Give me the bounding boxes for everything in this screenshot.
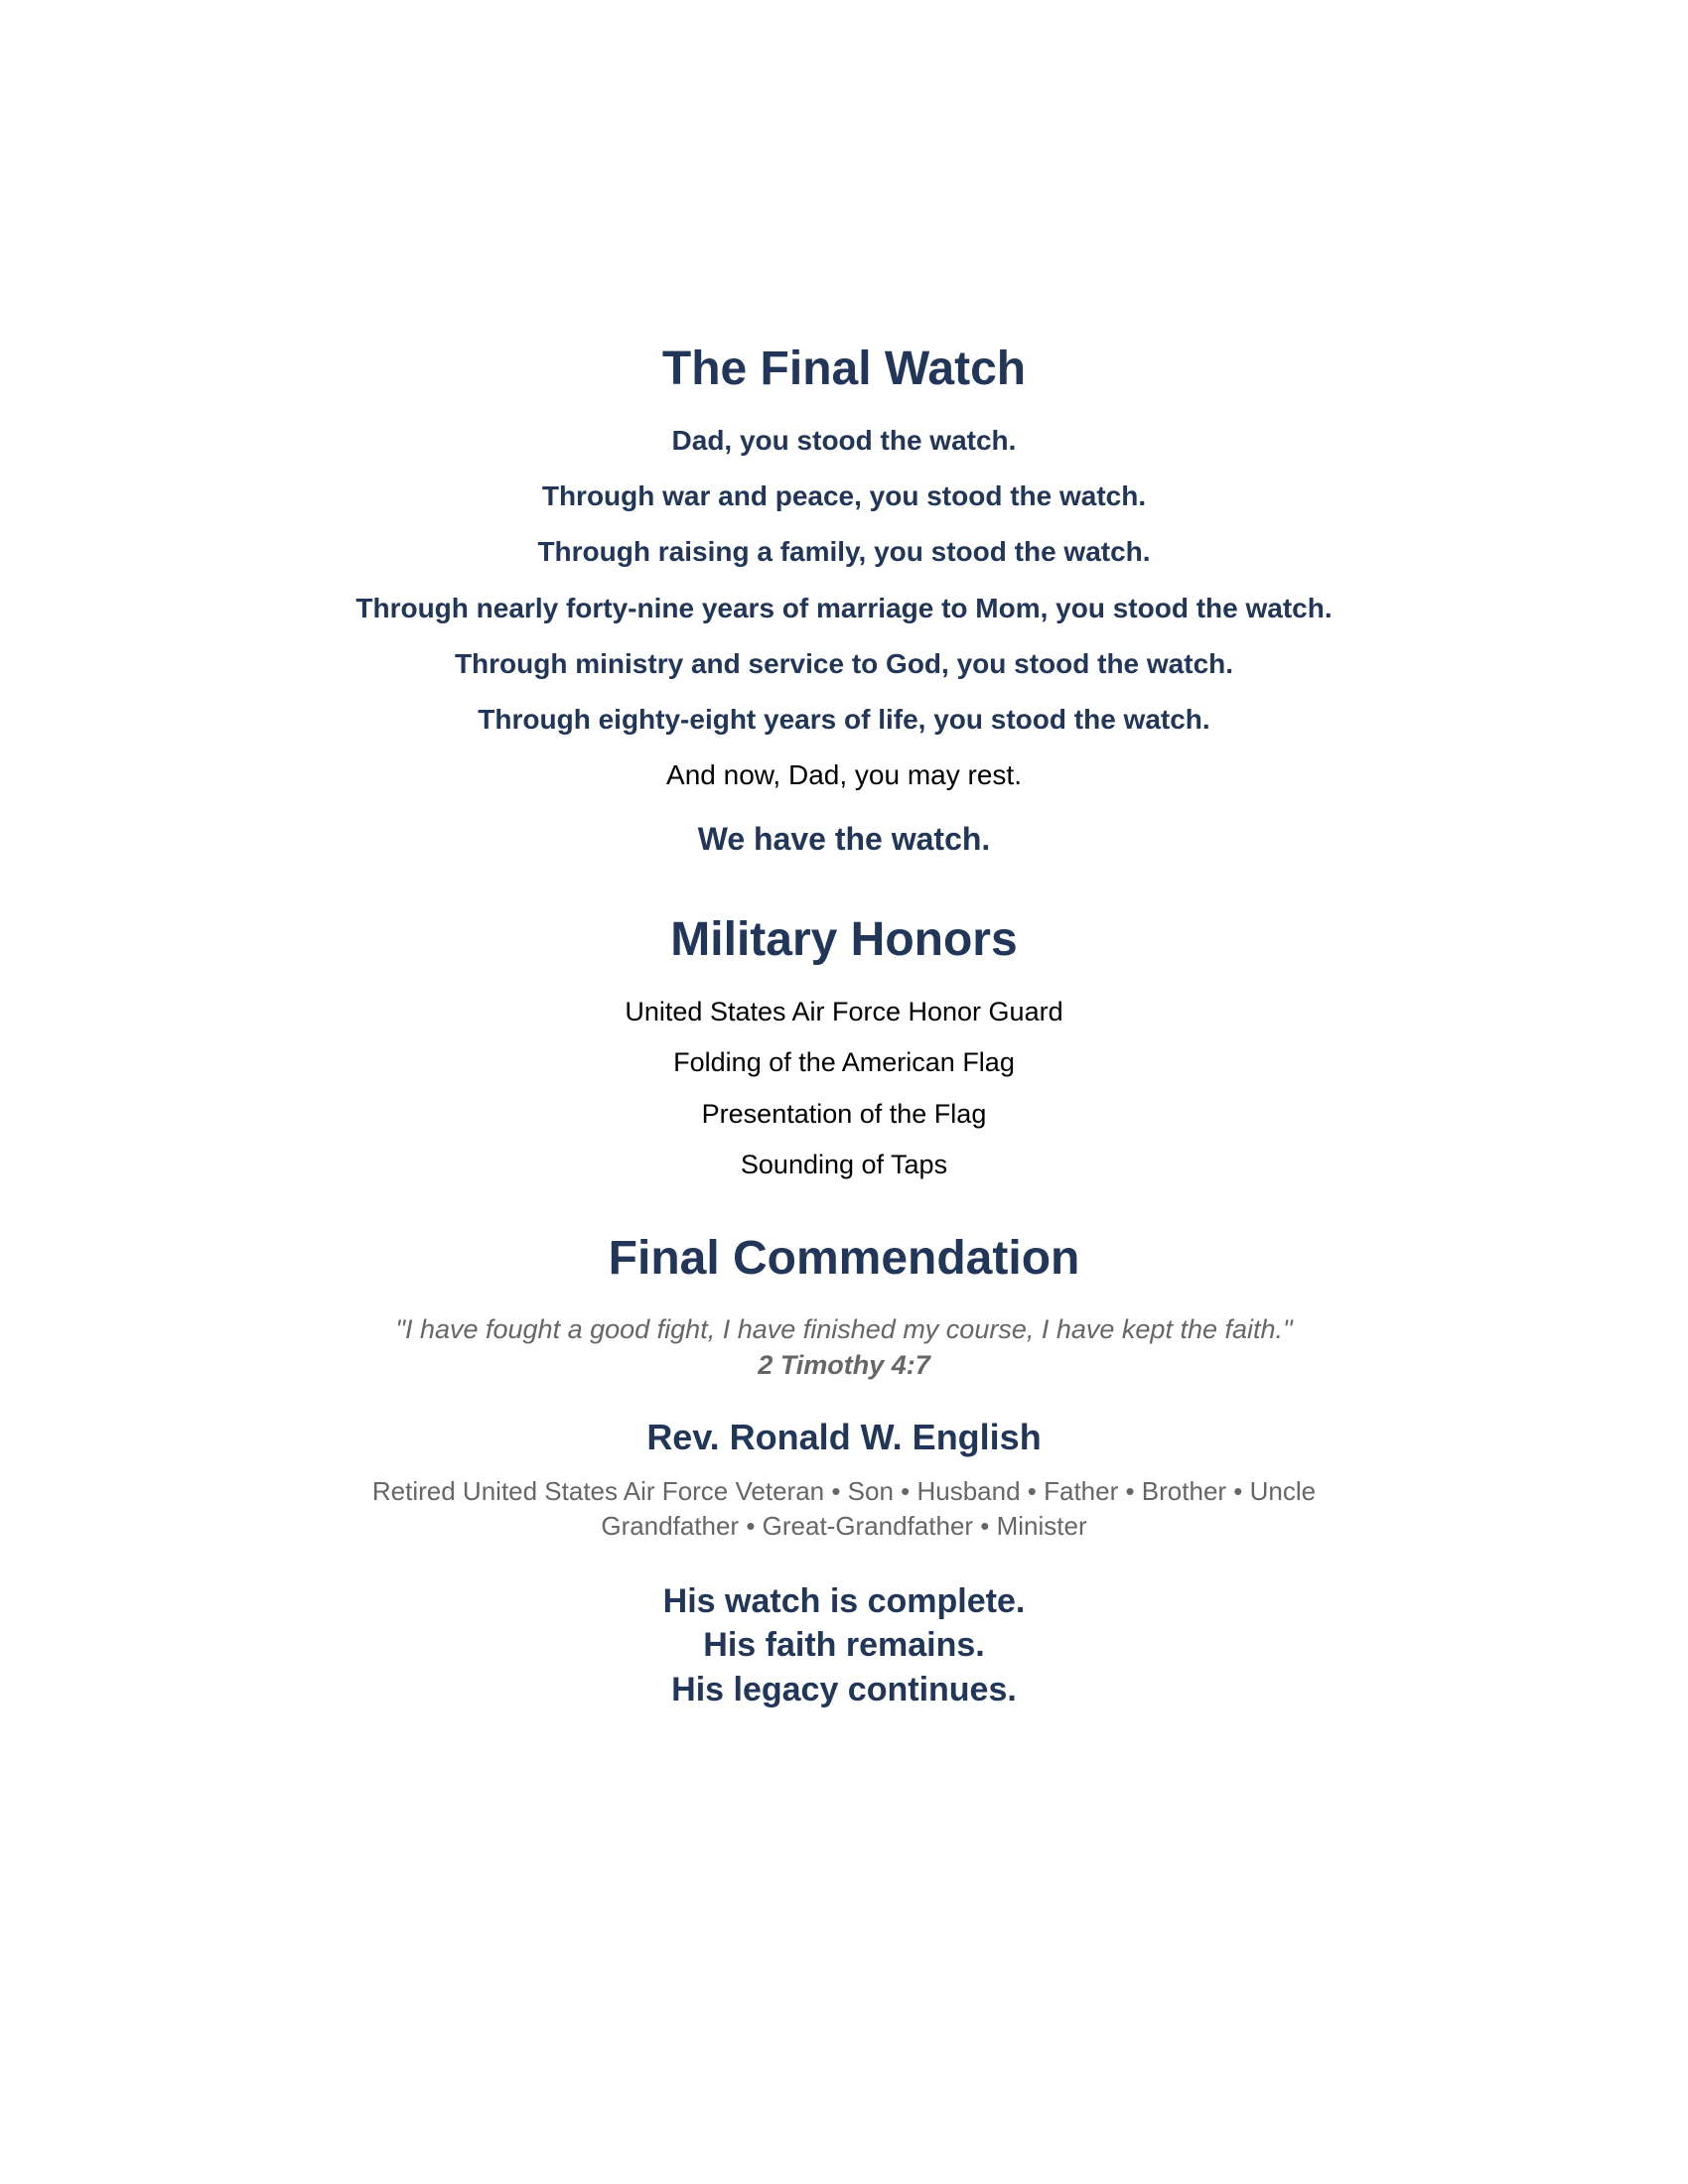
scripture-reference: 2 Timothy 4:7 (758, 1350, 930, 1380)
rest-line: And now, Dad, you may rest. (666, 759, 1022, 790)
honoree-description-line: Grandfather • Great-Grandfather • Minister (601, 1511, 1087, 1541)
scripture-quote: "I have fought a good fight, I have finished my course, I have kept the faith." (395, 1314, 1293, 1344)
military-honors-title: Military Honors (670, 913, 1018, 966)
honor-item: Sounding of Taps (740, 1150, 948, 1179)
poem-line: Through raising a family, you stood the watch. (537, 536, 1151, 567)
honoree-description-line: Retired United States Air Force Veteran • Son • Husband • Father • Brother • Uncle (371, 1476, 1317, 1506)
closing-line: His watch is complete. (662, 1582, 1026, 1620)
poem-line: Through nearly forty-nine years of marriage to Mom, you stood the watch. (355, 593, 1333, 623)
poem-line: Through war and peace, you stood the watch. (541, 480, 1147, 511)
poem-line: Through eighty-eight years of life, you stood the watch. (478, 704, 1210, 735)
honor-item: Presentation of the Flag (701, 1099, 987, 1129)
we-have-the-watch-line: We have the watch. (697, 821, 991, 857)
honoree-name: Rev. Ronald W. English (646, 1417, 1042, 1457)
poem-line: Through ministry and service to God, you stood the watch. (454, 648, 1234, 679)
closing-line: His legacy continues. (671, 1671, 1017, 1708)
closing-line: His faith remains. (703, 1626, 985, 1664)
final-commendation-title: Final Commendation (608, 1232, 1080, 1285)
honor-item: United States Air Force Honor Guard (625, 997, 1063, 1026)
final-watch-title: The Final Watch (661, 342, 1027, 395)
honor-item: Folding of the American Flag (673, 1047, 1015, 1077)
poem-line: Dad, you stood the watch. (671, 425, 1017, 456)
